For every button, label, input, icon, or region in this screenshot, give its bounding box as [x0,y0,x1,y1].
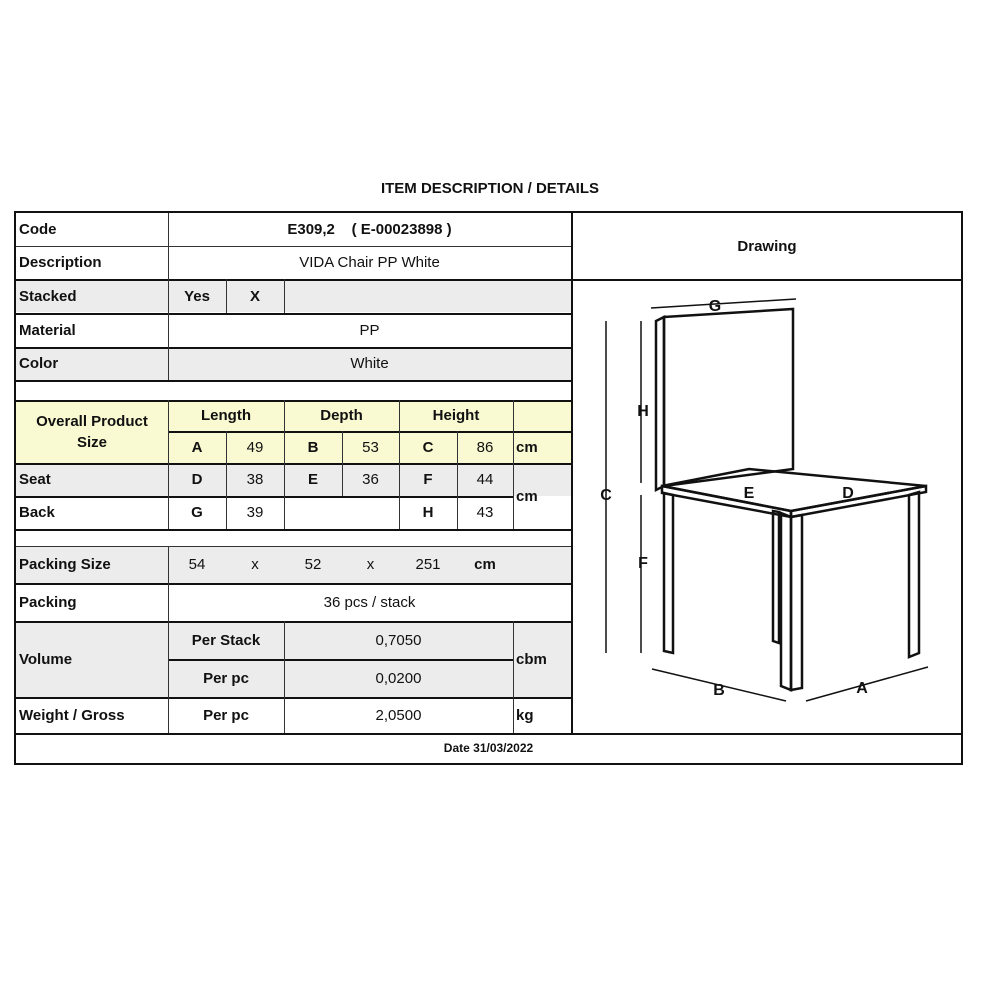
height-header: Height [432,407,480,424]
stacked-yes: Yes [184,287,210,305]
label-a: A [856,680,868,697]
label-g: G [708,298,722,315]
length-header: Length [201,407,251,424]
label-e: E [743,485,755,502]
description-label: Description [19,254,102,271]
weight-label: Weight / Gross [19,706,125,724]
volume-label: Volume [19,650,73,668]
color-value: White [350,355,389,372]
seat-top [662,469,926,511]
dim-f-label: F [423,471,433,488]
material-value: PP [359,321,380,339]
dim-g-value: 39 [246,504,264,521]
packing-size-x2: x [366,556,375,573]
seat-label: Seat [19,471,51,488]
dim-a-label: A [191,438,203,456]
volume-per-stack-value: 0,7050 [375,631,422,649]
date: Date 31/03/2022 [443,741,534,755]
row-line [16,380,571,382]
label-b: B [713,682,725,699]
overall-size-label-line1: Overall Product [36,412,148,430]
dim-f-value: 44 [476,471,494,488]
color-label: Color [19,355,59,372]
weight-value: 2,0500 [375,706,422,724]
seat-back-unit: cm [516,487,538,505]
dim-e-label: E [307,471,318,488]
leg-front-right [791,515,802,690]
details-table [14,211,963,765]
packing-value: 36 pcs / stack [323,593,416,611]
packing-size-width: 52 [304,556,322,573]
drawing-label: Drawing [737,237,797,255]
packing-label: Packing [19,593,77,611]
dim-h-label: H [422,504,434,521]
description-value: VIDA Chair PP White [299,254,440,271]
packing-size-unit: cm [474,556,496,573]
overall-size-label [16,400,168,463]
packing-size-label: Packing Size [19,556,111,573]
back-label: Back [19,504,55,521]
dim-d-value: 38 [246,471,264,488]
code-label: Code [19,221,57,238]
weight-per-pc-label: Per pc [203,706,249,724]
dim-g-label: G [191,504,203,521]
dim-a-value: 49 [246,438,264,456]
row-line [16,529,571,531]
dim-c-label: C [422,438,434,456]
packing-size-length: 54 [188,556,206,573]
packing-size-x1: x [251,556,259,573]
dim-e-value: 36 [362,471,379,488]
weight-unit: kg [516,706,534,724]
label-f: F [638,555,648,572]
dimension-g-line [651,299,796,308]
depth-header: Depth [320,407,363,424]
stacked-mark: X [249,287,260,305]
packing-size-height: 251 [415,556,441,573]
dim-d-label: D [191,471,203,488]
chair-drawing [571,281,961,731]
material-label: Material [19,321,76,339]
seat-front-edge [662,486,791,517]
stacked-label: Stacked [19,287,77,305]
label-d: D [842,485,854,502]
leg-back-inner [773,511,779,643]
dim-c-value: 86 [476,438,494,456]
label-c: C [600,487,612,504]
volume-per-pc-label: Per pc [203,669,249,687]
code-value: E309,2 ( E-00023898 ) [287,221,452,238]
leg-back-right [909,492,919,657]
leg-front-inner [781,513,791,690]
overall-size-label-line2: Size [76,433,107,451]
col-line [284,279,285,313]
dim-b-value: 53 [362,438,379,456]
dim-b-label: B [307,438,319,456]
overall-unit: cm [516,438,538,456]
volume-per-stack-label: Per Stack [191,631,261,649]
volume-per-pc-value: 0,0200 [375,669,422,687]
leg-front-left [664,493,673,653]
dim-h-value: 43 [476,504,494,521]
document-title: ITEM DESCRIPTION / DETAILS [380,180,600,197]
seat-side-edge [791,486,926,517]
label-h: H [637,403,649,420]
volume-unit: cbm [516,650,547,668]
back-panel [664,309,793,486]
